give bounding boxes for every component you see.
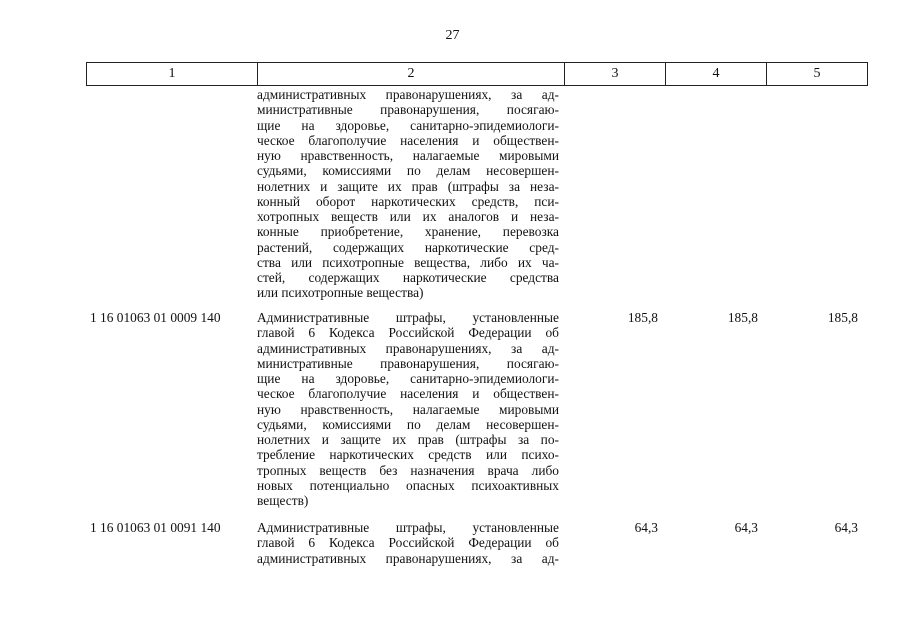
value-col-5: 185,8: [827, 310, 858, 325]
value-col-5: 64,3: [834, 520, 858, 535]
column-header-row: [87, 63, 868, 86]
description-line: Административные штрафы, установленные: [257, 310, 559, 325]
description-line: стей, содержащих наркотические средства: [257, 270, 559, 285]
column-header-4: 4: [666, 63, 767, 86]
description-line: административных правонарушениях, за ад-: [257, 550, 559, 566]
column-header-3: 3: [565, 63, 666, 86]
description-line: министративные правонарушения, посягаю-: [257, 102, 559, 118]
value-col-3: 185,8: [627, 310, 658, 325]
description-line: нолетних и защите их прав (штрафы за по-: [257, 432, 559, 447]
column-header-table: [86, 62, 868, 86]
description-line: ческое благополучие населения и обществен-: [257, 386, 559, 402]
value-col-4: 185,8: [727, 310, 758, 325]
column-header-1: 1: [87, 63, 258, 86]
description-line: тропных веществ без назначения врача либо: [257, 462, 559, 478]
description-line: щие на здоровье, санитарно-эпидемиологи-: [257, 117, 559, 133]
description-line: административных правонарушениях, за ад-: [257, 340, 559, 356]
description-line: министративные правонарушения, посягаю-: [257, 355, 559, 371]
row-description: [257, 310, 559, 508]
description-line: ную нравственность, налагаемые мировыми: [257, 148, 559, 163]
description-line: новых потенциально опасных психоактивных: [257, 477, 559, 493]
description-line: судьями, комиссиями по делам несовершен-: [257, 163, 559, 179]
description-line: хотропных веществ или их аналогов и неза-: [257, 209, 559, 224]
page-number: 27: [445, 28, 460, 43]
column-header-5: 5: [767, 63, 868, 86]
budget-code: 1 16 01063 01 0091 140: [90, 520, 221, 535]
description-line: конные приобретение, хранение, перевозка: [257, 224, 559, 240]
description-line: или психотропные вещества): [257, 285, 424, 301]
description-line: ную нравственность, налагаемые мировыми: [257, 401, 559, 417]
description-line: ческое благополучие населения и обществен-: [257, 132, 559, 148]
description-line: ства или психотропные вещества, либо их ча-: [257, 254, 559, 270]
row-description: [257, 520, 559, 566]
column-header-2: 2: [258, 63, 565, 86]
budget-code: 1 16 01063 01 0009 140: [90, 310, 221, 325]
description-line: судьями, комиссиями по делам несовершен-: [257, 416, 559, 432]
value-col-4: 64,3: [734, 520, 758, 535]
value-col-3: 64,3: [634, 520, 658, 535]
description-line: конный оборот наркотических средств, пси-: [257, 193, 559, 209]
description-line: главой 6 Кодекса Российской Федерации об: [257, 325, 559, 341]
description-line: нолетних и защите их прав (штрафы за неза-: [257, 178, 559, 194]
description-line: требление наркотических средств или психо-: [257, 447, 559, 463]
description-line: главой 6 Кодекса Российской Федерации об: [257, 535, 559, 551]
description-line: щие на здоровье, санитарно-эпидемиологи-: [257, 371, 559, 386]
description-line: административных правонарушениях, за ад-: [257, 87, 559, 102]
description-line: веществ): [257, 493, 309, 508]
continued-description: [257, 87, 559, 301]
description-line: Административные штрафы, установленные: [257, 520, 559, 535]
description-line: растений, содержащих наркотические сред-: [257, 239, 559, 255]
